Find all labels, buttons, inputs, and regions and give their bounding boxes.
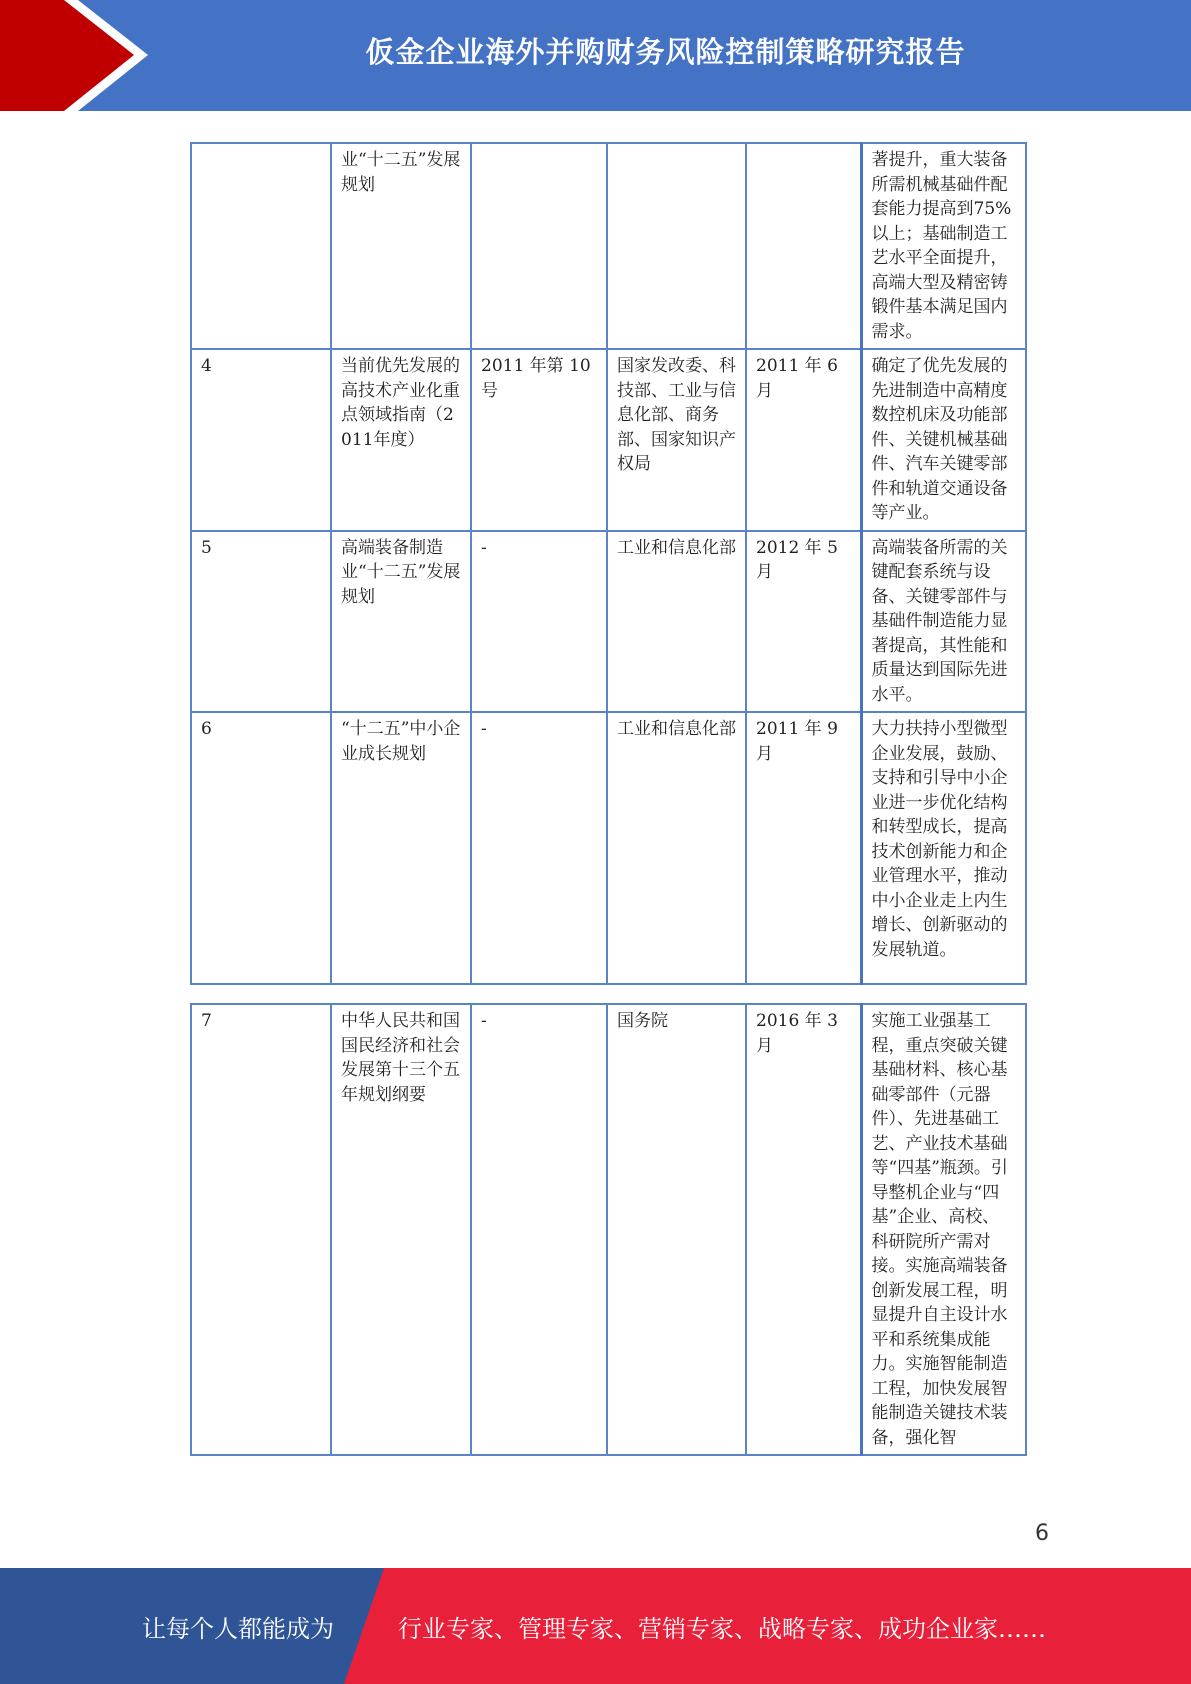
page-header — [0, 0, 1191, 111]
cell-policy-name: “十二五”中小企业成长规划 — [331, 712, 471, 984]
table-row — [191, 712, 1026, 984]
cell-department: 工业和信息化部 — [607, 712, 746, 984]
footer-slogan-right: 行业专家、管理专家、营销专家、战略专家、成功企业家…… — [398, 1614, 1046, 1643]
cell-policy-name: 中华人民共和国国民经济和社会发展第十三个五年规划纲要 — [331, 1004, 471, 1455]
cell-doc-number: 2011 年第 10 号 — [471, 349, 607, 531]
page-number: 6 — [1035, 1521, 1049, 1546]
cell-date: 2011 年 6 月 — [746, 349, 861, 531]
cell-doc-number: - — [471, 1004, 607, 1455]
cell-no — [191, 143, 331, 349]
table-row — [191, 143, 1026, 349]
cell-department — [607, 143, 746, 349]
cell-doc-number: - — [471, 531, 607, 713]
cell-no: 6 — [191, 712, 331, 984]
page-footer — [0, 1568, 1191, 1684]
cell-no: 4 — [191, 349, 331, 531]
cell-no: 5 — [191, 531, 331, 713]
cell-date: 2011 年 9 月 — [746, 712, 861, 984]
cell-policy-name: 业“十二五”发展规划 — [331, 143, 471, 349]
policy-table-part2 — [190, 1003, 1025, 1456]
cell-department: 国家发改委、科技部、工业与信息化部、商务部、国家知识产权局 — [607, 349, 746, 531]
cell-doc-number: - — [471, 712, 607, 984]
cell-no: 7 — [191, 1004, 331, 1455]
cell-effect: 大力扶持小型微型企业发展，鼓励、支持和引导中小企业进一步优化结构和转型成长，提高技术创新能力和企业管理水平，推动中小企业走上内生增长、创新驱动的发展轨道。 — [861, 712, 1026, 984]
cell-effect: 实施工业强基工程，重点突破关键基础材料、核心基础零部件（元器件）、先进基础工艺、产业技术基础等“四基”瓶颈。引导整机企业与“四基”企业、高校、科研院所产需对接。实施高端装备创新发展工程，明显提升自主设计水平和系统集成能力。实施智能制造工程，加快发展智能制造关键技术装备，强化智 — [861, 1004, 1026, 1455]
cell-date: 2016 年 3 月 — [746, 1004, 861, 1455]
cell-date: 2012 年 5 月 — [746, 531, 861, 713]
cell-policy-name: 当前优先发展的高技术产业化重点领域指南（2011年度） — [331, 349, 471, 531]
table-row — [191, 1004, 1026, 1455]
report-title: 仮金企业海外并购财务风险控制策略研究报告 — [365, 34, 966, 69]
table-row — [191, 349, 1026, 531]
cell-effect: 确定了优先发展的先进制造中高精度数控机床及功能部件、关键机械基础件、汽车关键零部件和轨道交通设备等产业。 — [861, 349, 1026, 531]
cell-effect: 著提升，重大装备所需机械基础件配套能力提高到75%以上；基础制造工艺水平全面提升，高端大型及精密铸锻件基本满足国内需求。 — [861, 143, 1026, 349]
red-arrow-decoration — [0, 0, 150, 111]
cell-date — [746, 143, 861, 349]
cell-effect: 高端装备所需的关键配套系统与设备、关键零部件与基础件制造能力显著提高，其性能和质量达到国际先进水平。 — [861, 531, 1026, 713]
cell-department: 国务院 — [607, 1004, 746, 1455]
cell-policy-name: 高端装备制造业“十二五”发展规划 — [331, 531, 471, 713]
policy-table-part1 — [190, 142, 1025, 985]
cell-doc-number — [471, 143, 607, 349]
table-row — [191, 531, 1026, 713]
footer-slogan-left: 让每个人都能成为 — [142, 1614, 334, 1643]
cell-department: 工业和信息化部 — [607, 531, 746, 713]
